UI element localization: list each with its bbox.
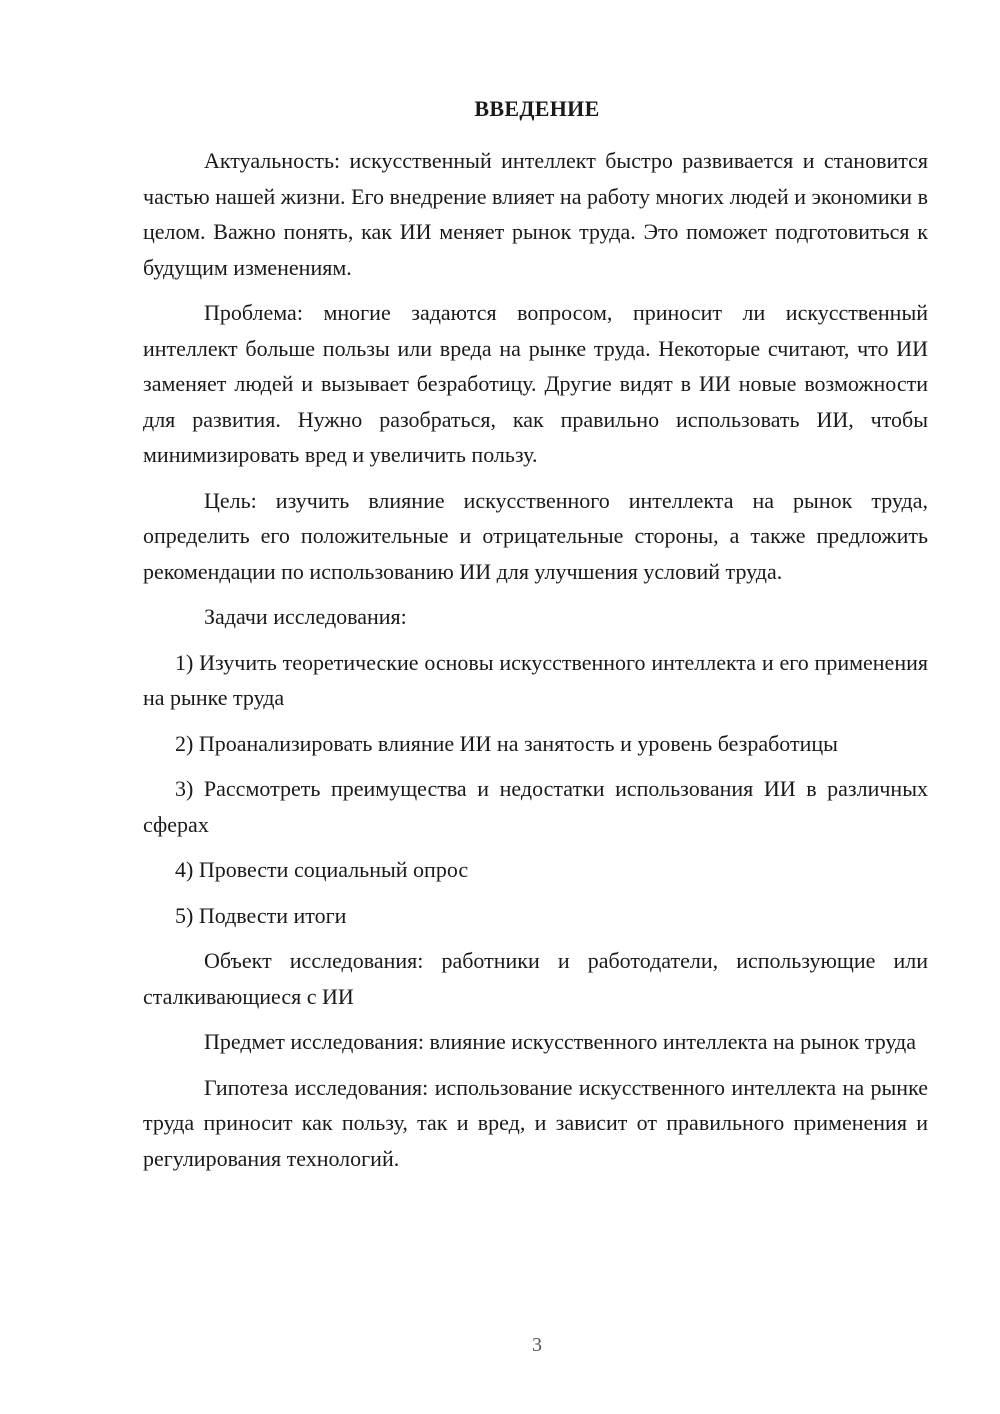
task-item: 3) Рассмотреть преимущества и недостатки использования ИИ в различных сферах	[143, 776, 928, 837]
task-item: 4) Провести социальный опрос	[175, 857, 469, 882]
task-item: 2) Проанализировать влияние ИИ на занятость и уровень безработицы	[175, 730, 838, 756]
goal-paragraph: Цель: изучить влияние искусственного интеллекта на рынок труда, определить его положительные и отрицательные стороны, а также предложить рекомендации по использованию ИИ для улучшения условий труда.	[143, 487, 928, 584]
tasks-title: Задачи исследования:	[204, 604, 407, 629]
problem-paragraph: Проблема: многие задаются вопросом, приносит ли искусственный интеллект больше пользы или вреда на рынке труда. Некоторые считают, что ИИ заменяет людей и вызывает безработицу. Другие видят в ИИ новые возможности для развития. Нужно разобраться, как правильно использовать ИИ, чтобы минимизировать вред и увеличить пользу.	[143, 300, 928, 467]
task-item: 5) Подвести итоги	[175, 902, 347, 928]
hypothesis-paragraph: Гипотеза исследования: использование искусственного интеллекта на рынке труда приносит как пользу, так и вред, и зависит от правильного применения и регулирования технологий.	[143, 1074, 928, 1171]
relevance-paragraph: Актуальность: искусственный интеллект быстро развивается и становится частью нашей жизни. Его внедрение влияет на работу многих людей и экономики в целом. Важно понять, как ИИ меняет рынок труда. Это поможет подготовиться к будущим изменениям.	[143, 148, 928, 280]
task-item: 1) Изучить теоретические основы искусственного интеллекта и его применения на рынке труда	[143, 649, 928, 710]
subject-paragraph: Предмет исследования: влияние искусственного интеллекта на рынок труда	[204, 1029, 916, 1054]
document-body	[143, 143, 928, 1186]
section-heading: ВВЕДЕНИЕ	[474, 96, 600, 121]
page-number: 3	[532, 1334, 542, 1356]
object-paragraph: Объект исследования: работники и работодатели, использующие или сталкивающиеся с ИИ	[143, 948, 928, 1009]
